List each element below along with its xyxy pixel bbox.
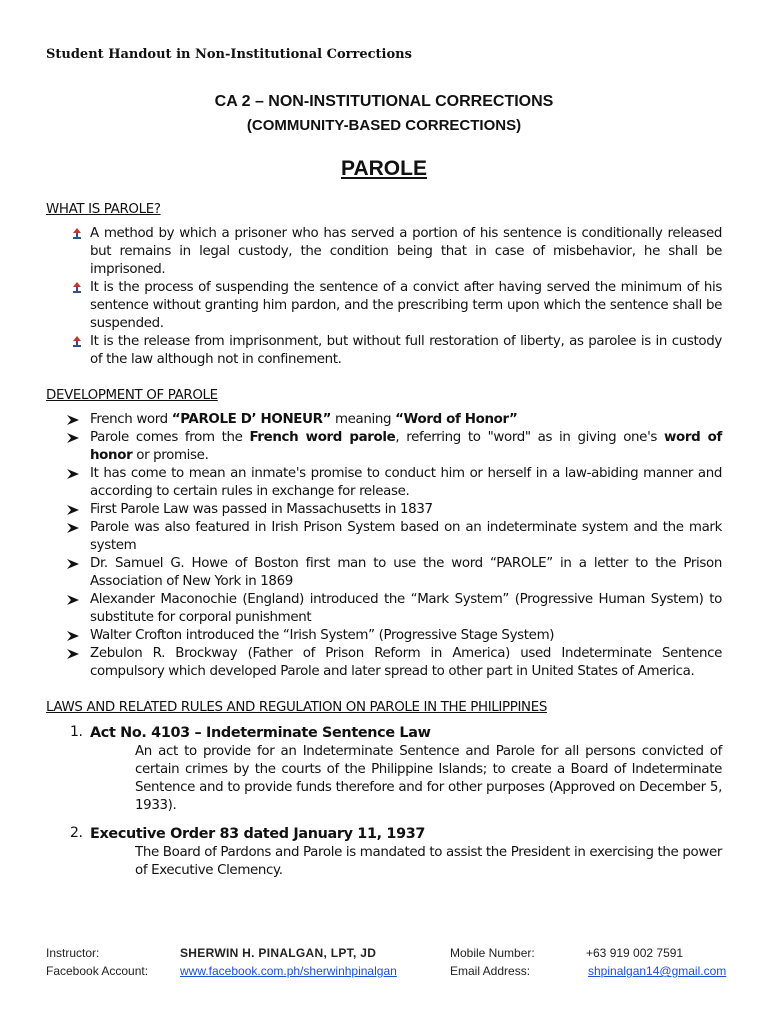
instructor-name: SHERWIN H. PINALGAN, LPT, JD [180, 946, 377, 960]
list-item [46, 225, 722, 279]
law-number: 2. [70, 825, 83, 841]
arrowhead-bullet-icon [66, 504, 80, 516]
instructor-label: Instructor: [46, 946, 100, 960]
list-item [46, 465, 722, 501]
arrowhead-bullet-icon [66, 522, 80, 534]
arrowhead-bullet-icon [66, 468, 80, 480]
arrowhead-bullet-icon [66, 558, 80, 570]
list-item-text: Parole was also featured in Irish Prison System based on an indeterminate system and the mark system [90, 520, 722, 553]
list-item-text: or promise. [132, 448, 209, 463]
arrowhead-bullet-icon [66, 414, 80, 426]
list-item-text: Walter Crofton introduced the “Irish System” (Progressive Stage System) [90, 628, 555, 643]
list-item-text: It has come to mean an inmate's promise to conduct him or herself in a law-abiding manner and according to certain rules in exchange for release. [90, 466, 722, 499]
what-is-list [46, 225, 722, 369]
facebook-link[interactable]: www.facebook.com.ph/sherwinhpinalgan [180, 964, 397, 978]
pin-bullet-icon [70, 335, 84, 349]
email-label: Email Address: [450, 964, 531, 978]
law-number: 1. [70, 724, 83, 740]
email-link[interactable]: shpinalgan14@gmail.com [588, 964, 727, 978]
page-footer [46, 944, 726, 980]
law-title: Act No. 4103 – Indeterminate Sentence Law [90, 725, 431, 741]
law-description: An act to provide for an Indeterminate Sentence and Parole for all persons convicted of certain crimes by the courts of the Philippine Islands; to create a Board of Indeterminate Sentence and to provide funds therefore and for other purposes (Approved on December 5, 1933). [135, 744, 722, 813]
law-description: The Board of Pardons and Parole is mandated to assist the President in exercising the power of Executive Clemency. [135, 845, 722, 878]
list-item-text: Alexander Maconochie (England) introduced the “Mark System” (Progressive Human System) to substitute for corporal punishment [90, 592, 722, 625]
arrowhead-bullet-icon [66, 432, 80, 444]
bold-term: “PAROLE D’ HONEUR” [171, 412, 332, 427]
list-item-text: French word [90, 412, 172, 427]
footer-row [46, 962, 726, 980]
list-item [46, 411, 722, 429]
facebook-label: Facebook Account: [46, 964, 149, 978]
list-item-text: It is the release from imprisonment, but without full restoration of liberty, as parolee is in custody of the law although not in confinement. [90, 334, 722, 367]
list-item-text: Dr. Samuel G. Howe of Boston first man to use the word “PAROLE” in a letter to the Prison Association of New York in 1869 [90, 556, 722, 589]
list-item [46, 591, 722, 627]
list-item-text: First Parole Law was passed in Massachusetts in 1837 [90, 502, 433, 517]
section-heading-laws: LAWS AND RELATED RULES AND REGULATION ON PAROLE IN THE PHILIPPINES [46, 700, 547, 715]
topic-title: PAROLE [341, 157, 427, 180]
list-item-text: Parole comes from the [90, 430, 250, 445]
bold-term: “Word of Honor” [395, 412, 518, 427]
list-item [46, 519, 722, 555]
list-item-text: , referring to "word" as in giving one's [395, 430, 664, 445]
list-item-text: Zebulon R. Brockway (Father of Prison Reform in America) used Indeterminate Sentence compulsory which developed Parole and later spread to other part in United States of America. [90, 646, 722, 679]
development-list [46, 411, 722, 681]
main-content [46, 201, 722, 880]
laws-list [46, 723, 722, 880]
arrowhead-bullet-icon [66, 594, 80, 606]
bold-term: French word parole [249, 430, 396, 445]
footer-row [46, 944, 726, 962]
mobile-value: +63 919 002 7591 [586, 946, 684, 960]
arrowhead-bullet-icon [66, 648, 80, 660]
running-header: Student Handout in Non-Institutional Corrections [46, 47, 412, 62]
subtitle: (COMMUNITY-BASED CORRECTIONS) [246, 117, 522, 134]
list-item [46, 333, 722, 369]
section-heading-what-is: WHAT IS PAROLE? [46, 202, 161, 217]
main-title: CA 2 – NON-INSTITUTIONAL CORRECTIONS [214, 93, 554, 110]
list-item [46, 429, 722, 465]
list-item-text: It is the process of suspending the sentence of a convict after having served the minimum of his sentence without granting him pardon, and the prescribing term upon which the sentence shall be suspended. [90, 280, 722, 331]
arrowhead-bullet-icon [66, 630, 80, 642]
list-item [46, 555, 722, 591]
list-item [46, 279, 722, 333]
list-item-text: meaning [331, 412, 396, 427]
list-item [46, 501, 722, 519]
pin-bullet-icon [70, 281, 84, 295]
law-item [46, 824, 722, 880]
law-item [46, 723, 722, 815]
pin-bullet-icon [70, 227, 84, 241]
list-item [46, 627, 722, 645]
law-title: Executive Order 83 dated January 11, 1937 [90, 826, 426, 842]
bold-term: word of honor [90, 430, 722, 463]
list-item [46, 645, 722, 681]
section-heading-development: DEVELOPMENT OF PAROLE [46, 388, 218, 403]
mobile-label: Mobile Number: [450, 946, 535, 960]
list-item-text: A method by which a prisoner who has served a portion of his sentence is conditionally released but remains in legal custody, the condition being that in case of misbehavior, he shall be imprisoned. [90, 226, 722, 277]
